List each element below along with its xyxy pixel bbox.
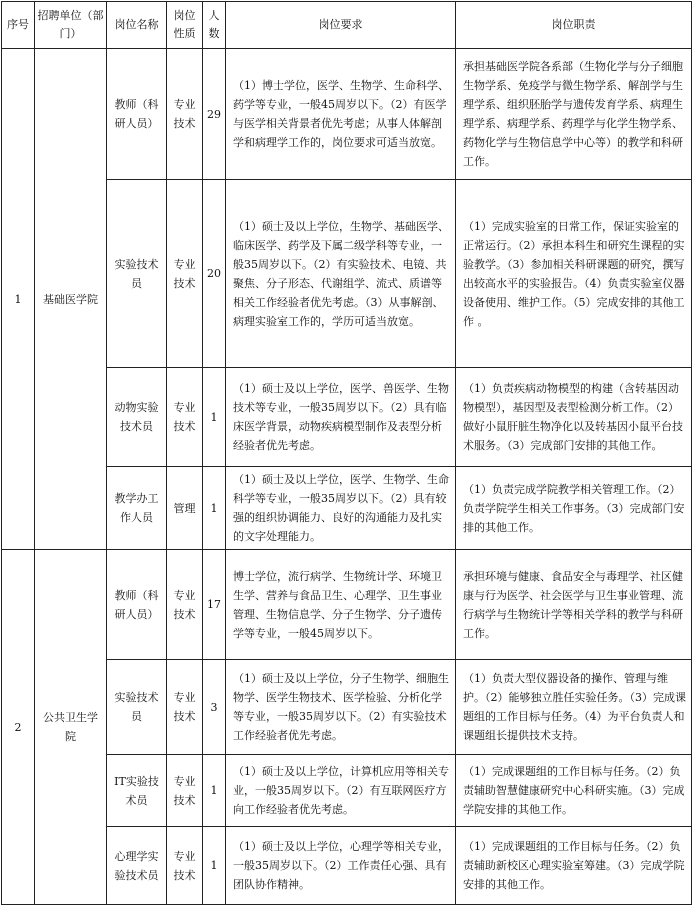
row-requirements: （1）硕士及以上学位，分子生物学、细胞生物学、医学生物技术、医学检验、分析化学等专业，一般35周岁以下。（2）有实验技术工作经验者优先考虑。	[226, 660, 456, 755]
row-count: 1	[203, 368, 226, 467]
header-count: 人数	[203, 2, 226, 49]
row-nature: 专业技术	[167, 827, 203, 905]
row-duties: （1）完成实验室的日常工作，保证实验室的正常运行。（2）承担本科生和研究生课程的实验教学。（3）参加相关科研课题的研究，撰写出较高水平的实验报告。（4）负责实验室仪器设备使用、维护工作。（5）完成安排的其他工作 。	[456, 180, 692, 368]
row-duties: （1）负责大型仪器设备的操作、管理与维护。（2）能够独立胜任实验任务。（3）完成课题组的工作目标与任务。（4）为平台负责人和课题组长提供技术支持。	[456, 660, 692, 755]
row-count: 1	[203, 755, 226, 827]
row-requirements: （1）硕士及以上学位，医学、兽医学、生物技术等专业，一般35周岁以下。（2）具有临床医学背景，动物疾病模型制作及表型分析经验者优先考虑。	[226, 368, 456, 467]
row-nature: 专业技术	[167, 550, 203, 660]
header-unit: 招聘单位（部门）	[35, 2, 107, 49]
row-duties: （1）完成课题组的工作目标与任务。（2）负责辅助智慧健康研究中心科研实施。（3）完成学院安排的其他工作。	[456, 755, 692, 827]
table-row	[2, 49, 692, 180]
row-requirements: （1）硕士及以上学位，心理学等相关专业，一般35周岁以下。（2）工作责任心强、具有团队协作精神。	[226, 827, 456, 905]
row-requirements: （1）硕士及以上学位，医学、生物学、生命科学等专业，一般35周岁以下。（2）具有较强的组织协调能力、良好的沟通能力及扎实的文字处理能力。	[226, 467, 456, 550]
row-unit: 基础医学院	[35, 49, 107, 550]
row-count: 17	[203, 550, 226, 660]
row-duties: （1）负责完成学院教学相关管理工作。（2）负责学院学生相关工作事务。（3）完成部门安排的其他工作。	[456, 467, 692, 550]
row-position: 教学办工作人员	[107, 467, 167, 550]
row-nature: 专业技术	[167, 368, 203, 467]
row-duties: （1）完成课题组的工作目标与任务。（2）负责辅助新校区心理实验室筹建。（3）完成学院安排的其他工作。	[456, 827, 692, 905]
header-duties: 岗位职责	[456, 2, 692, 49]
row-count: 1	[203, 827, 226, 905]
row-position: 心理学实验技术员	[107, 827, 167, 905]
row-seq: 2	[2, 550, 35, 905]
header-position: 岗位名称	[107, 2, 167, 49]
row-count: 3	[203, 660, 226, 755]
row-nature: 专业技术	[167, 755, 203, 827]
row-seq: 1	[2, 49, 35, 550]
header-row	[2, 2, 692, 49]
row-requirements: 博士学位，流行病学、生物统计学、环境卫生学、营养与食品卫生、心理学、卫生事业管理、生物信息学、分子生物学、分子遗传学等专业，一般45周岁以下。	[226, 550, 456, 660]
row-count: 20	[203, 180, 226, 368]
recruitment-table	[1, 1, 692, 905]
header-seq: 序号	[2, 2, 35, 49]
row-position: 实验技术员	[107, 660, 167, 755]
row-position: 实验技术员	[107, 180, 167, 368]
row-nature: 专业技术	[167, 660, 203, 755]
row-position: 动物实验技术员	[107, 368, 167, 467]
row-position: 教师（科研人员）	[107, 550, 167, 660]
row-count: 1	[203, 467, 226, 550]
table-row	[2, 550, 692, 660]
row-position: 教师（科研人员）	[107, 49, 167, 180]
header-nature: 岗位性质	[167, 2, 203, 49]
row-count: 29	[203, 49, 226, 180]
row-nature: 专业技术	[167, 180, 203, 368]
row-nature: 管理	[167, 467, 203, 550]
row-requirements: （1）硕士及以上学位，生物学、基础医学、临床医学、药学及下属二级学科等专业，一般35周岁以下。（2）有实验技术、电镜、共聚焦、分子形态、代谢组学、流式、质谱等相关工作经验者优先考虑。（3）从事解剖、病理实验室工作的，学历可适当放宽。	[226, 180, 456, 368]
row-duties: 承担基础医学院各系部（生物化学与分子细胞生物学系、免疫学与微生物学系、解剖学与生理学系、组织胚胎学与遗传发育学系、病理生理学系、病理学系、药理学与化学生物学系、药物化学与生物信息学中心等）的教学和科研工作。	[456, 49, 692, 180]
row-nature: 专业技术	[167, 49, 203, 180]
row-requirements: （1）硕士及以上学位，计算机应用等相关专业，一般35周岁以下。（2）有互联网医疗方向工作经验者优先考虑。	[226, 755, 456, 827]
header-requirements: 岗位要求	[226, 2, 456, 49]
row-position: IT实验技术员	[107, 755, 167, 827]
row-duties: 承担环境与健康、食品安全与毒理学、社区健康与行为医学、社会医学与卫生事业管理、流行病学与生物统计学等相关学科的教学与科研工作。	[456, 550, 692, 660]
row-unit: 公共卫生学院	[35, 550, 107, 905]
row-requirements: （1）博士学位，医学、生物学、生命科学、药学等专业，一般45周岁以下。（2）有医学与医学相关背景者优先考虑；从事人体解剖学和病理学工作的，岗位要求可适当放宽。	[226, 49, 456, 180]
row-duties: （1）负责疾病动物模型的构建（含转基因动物模型），基因型及表型检测分析工作。（2）做好小鼠肝脏生物净化以及转基因小鼠平台技术服务。（3）完成部门安排的其他工作。	[456, 368, 692, 467]
